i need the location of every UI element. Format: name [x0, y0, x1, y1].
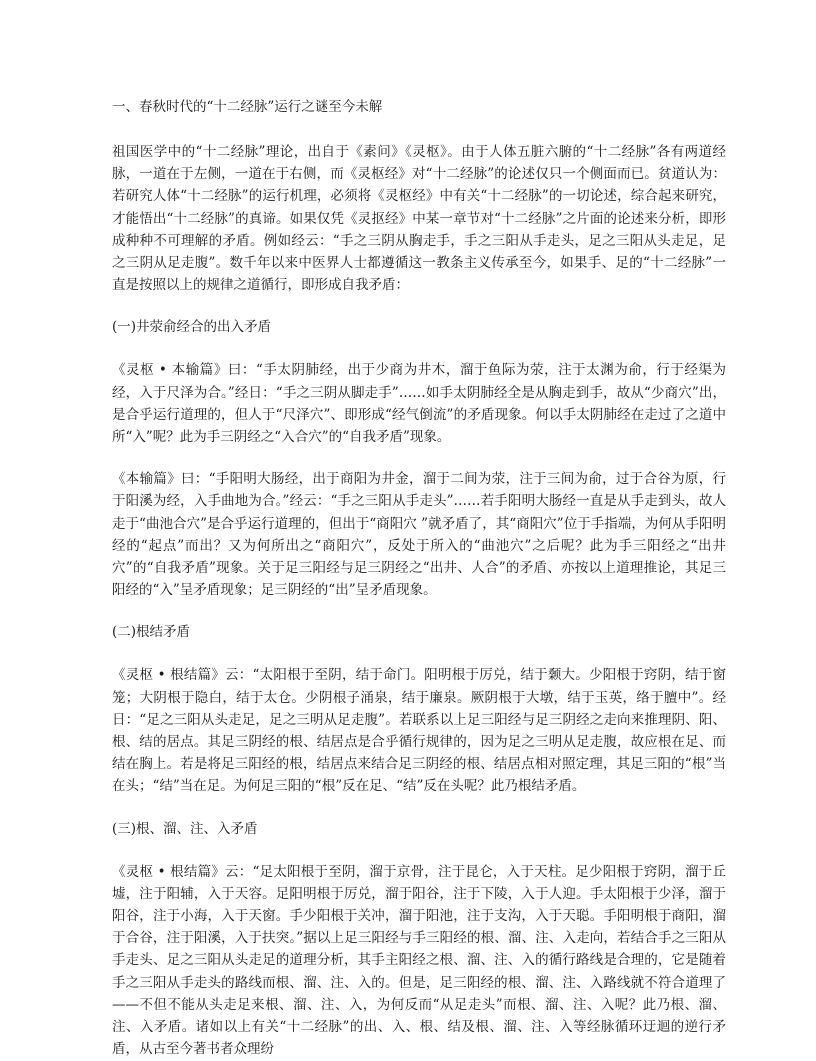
section-2-heading: (二)根结矛盾 [112, 624, 191, 641]
section-2-paragraph-1: 《灵枢 • 根结篇》云：“太阳根于至阴，结于命门。阳明根于厉兑，结于颡大。少阳根于窍阴，结于窗笼；大阴根于隐白，结于太仓。少阴根子涌泉，结于廉泉。厥阴根于大墩，结于玉英，络于膻中”。经日：“足之三阳从头走足，足之三明从足走腹”。若联系以上足三阳经与足三阴经之走向来推理阴、阳、根、结的居点。其足三阴经的根、结居点是合乎循行规律的，因为足之三明从足走腹，故应根在足、而结在胸上。若是将足三阳经的根，结居点来结合足三阴经的根、结居点相对照定理，其足三阳的“根”当在头；“结”当在足。为何足三阳的“根”反在足、“结”反在头呢？此乃根结矛盾。 [112, 667, 726, 795]
section-1-heading: (一)井荥俞经合的出入矛盾 [112, 319, 272, 336]
section-1-paragraph-1: 《灵枢 • 本输篇》曰：“手太阴肺经，出于少商为井木，溜于鱼际为荥，注于太渊为俞，行于经渠为经，入于尺泽为合。”经日：“手之三阴从脚走手”……如手太阴肺经全是从胸走到手，故从“少商穴”出，是合乎运行道理的，但人于“尺泽穴”、即形成“经气倒流”的矛盾现象。何以手太阴肺经在走过了之道中所“入”呢？此为手三阴经之“入合穴”的“自我矛盾”现象。 [112, 362, 726, 446]
intro-paragraph: 祖国医学中的“十二经脉”理论，出自于《素问》《灵枢》。由于人体五脏六腑的“十二经脉”各有两道经脉，一道在于左侧，一道在于右侧，而《灵枢经》对“十二经脉”的论述仅只一个侧面而已。贫道认为：若研究人体“十二经脉”的运行机理，必须将《灵枢经》中有关“十二经脉”的一切论述，综合起来研究，才能悟出“十二经脉”的真谛。如果仅凭《灵抠经》中某一章节对“十二经脉”之片面的论述来分析，即形成种种不可理解的矛盾。例如经云：“手之三阴从胸走手，手之三阳从手走头，足之三阳从头走足，足之三阴从足走腹”。数千年以来中医界人士都遵循这一教条主义传承至今，如果手、足的“十二经脉”一直是按照以上的规律之道循行，即形成自我矛盾： [112, 144, 726, 294]
page-title: 一、春秋时代的“十二经脉”运行之谜至今未解 [112, 99, 383, 115]
section-3-paragraph-1: 《灵枢 • 根结篇》云：“足太阳根于至阴，溜于京骨，注于昆仑，入于天柱。足少阳根于窍阴，溜于丘墟，注于阳辅，入于天容。足阳明根于厉兑，溜于阳谷，注于下陵，入于人迎。手太阳根于少泽，溜于阳谷，注于小海，入于天窗。手少阳根于关冲，溜于阳池，注于支沟，入于天聪。手阳明根于商阳，溜于合谷，注于阳溪，入于扶突。”据以上足三阳经与手三阳经的根、溜、注、入走向，若结合手之三阳从手走头、足之三阳从头走足的道理分析，其手主阳经之根、溜、注、入的循行路线是合理的，它是随着手之三阳从手走头的路线而根、溜、注、入的。但是，足三阳经的根、溜、注、入路线就不符合道理了——不但不能从头走足来根、溜、注、入，为何反而“从足走头”而根、溜、注、入呢？此乃根、溜、注、入矛盾。诸如以上有关“十二经脉”的出、入、根、结及根、溜、注、入等经脉循环迂迴的逆行矛盾，从古至今著书者众理纷 [112, 863, 726, 1058]
section-3-heading: (三)根、溜、注、入矛盾 [112, 820, 258, 837]
section-1-paragraph-2: 《本输篇》曰：“手阳明大肠经，出于商阳为井金，溜于二间为荥，注于三间为俞，过于合谷为原，行于阳溪为经，入手曲地为合。”经云：“手之三阳从手走头”……若手阳明大肠经一直是从手走到头，故人走于“曲池合穴”是合乎运行道理的，但出于“商阳穴 ”就矛盾了，其“商阳穴”位于手指端，为何从手阳明经的“起点”而出？又为何所出之“商阳穴”，反处于所入的“曲池穴”之后呢？此为手三阳经之“出井穴”的“自我矛盾”现象。关于足三阳经与足三阴经之“出井、人合”的矛盾、亦按以上道理推论，其足三阳经的“入”呈矛盾现象；足三阴经的“出”呈矛盾现象。 [112, 471, 726, 599]
